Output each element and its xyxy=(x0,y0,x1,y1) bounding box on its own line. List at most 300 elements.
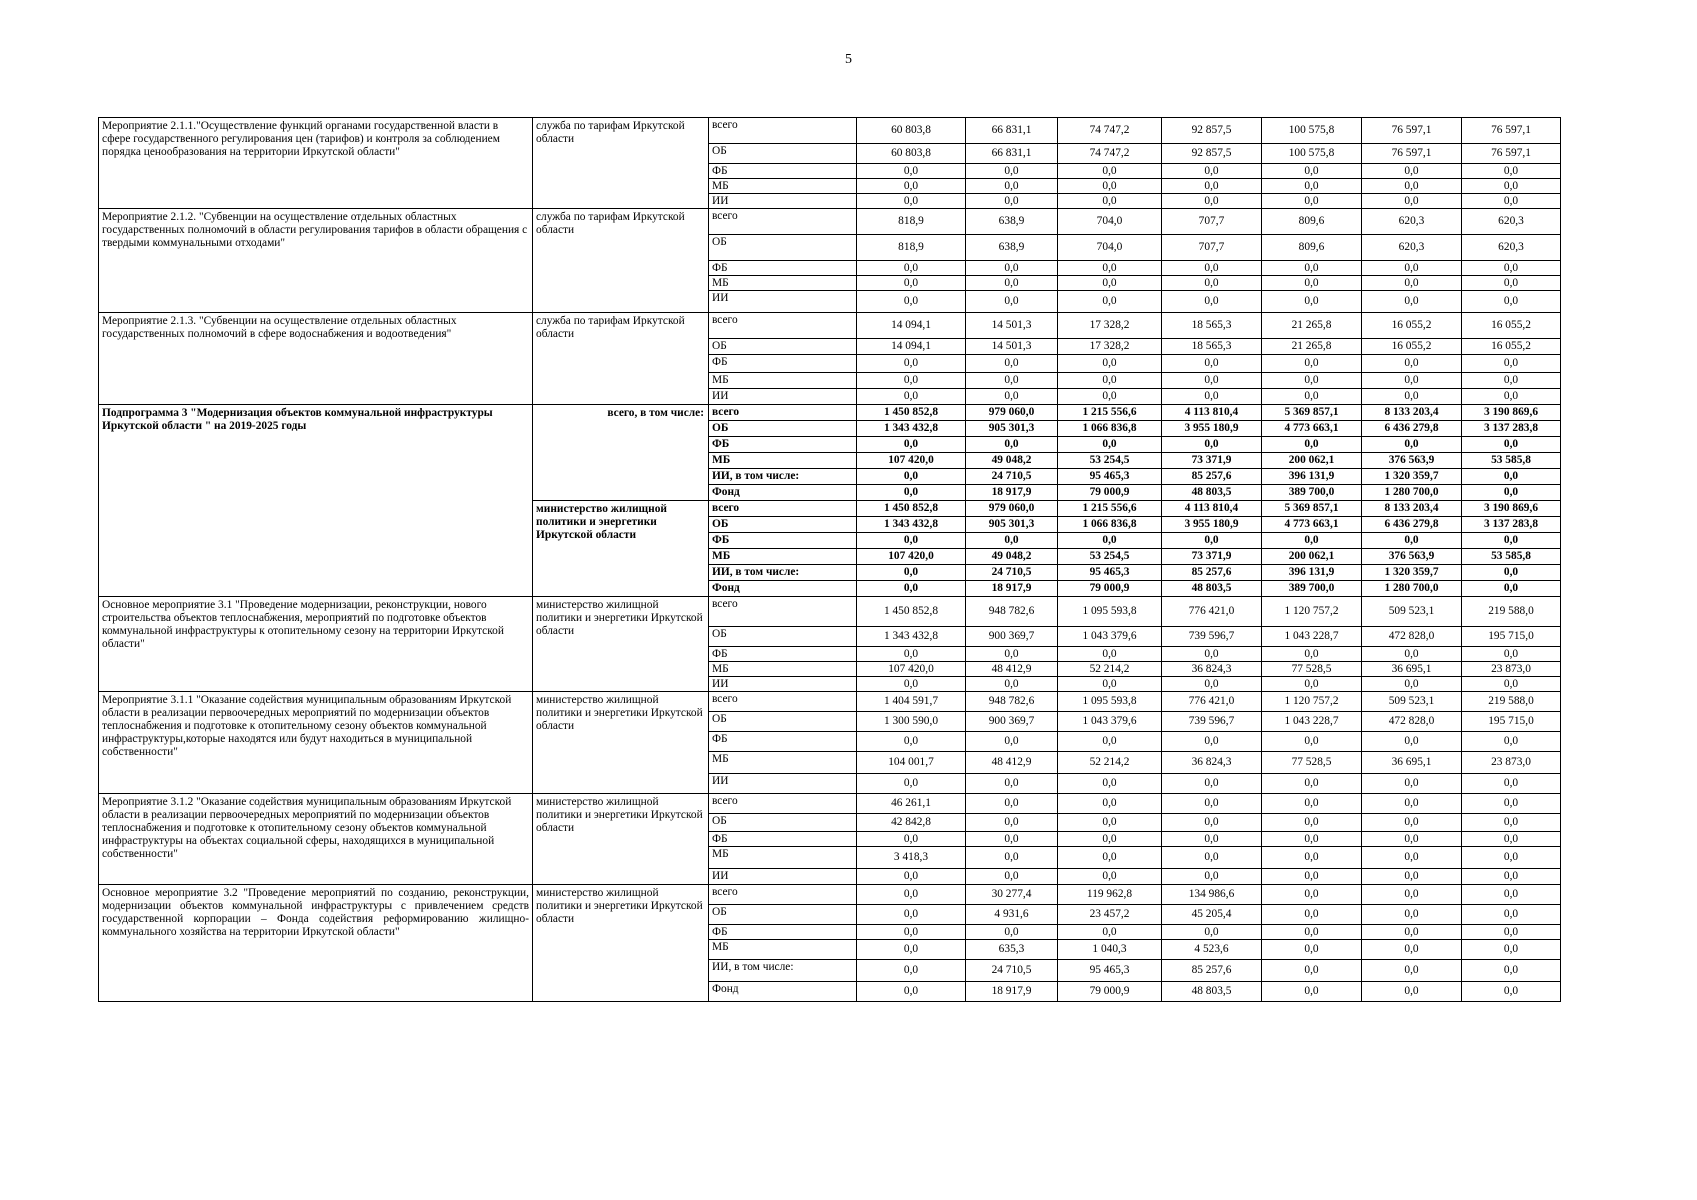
amount-cell: 76 597,1 xyxy=(1462,118,1561,144)
funding-source: ОБ xyxy=(709,144,857,164)
amount-cell: 0,0 xyxy=(857,905,966,925)
table-row xyxy=(99,692,1561,712)
amount-cell: 396 131,9 xyxy=(1262,565,1362,581)
amount-cell: 0,0 xyxy=(1162,814,1262,832)
amount-cell: 0,0 xyxy=(966,276,1058,291)
amount-cell: 1 320 359,7 xyxy=(1362,565,1462,581)
amount-cell: 818,9 xyxy=(857,235,966,261)
amount-cell: 0,0 xyxy=(1262,355,1362,373)
amount-cell: 0,0 xyxy=(1462,291,1561,313)
amount-cell: 0,0 xyxy=(966,774,1058,794)
funding-source: всего xyxy=(709,597,857,627)
amount-cell: 0,0 xyxy=(1262,164,1362,179)
amount-cell: 53 585,8 xyxy=(1462,453,1561,469)
amount-cell: 0,0 xyxy=(966,814,1058,832)
amount-cell: 23 873,0 xyxy=(1462,662,1561,677)
amount-cell: 509 523,1 xyxy=(1362,597,1462,627)
amount-cell: 620,3 xyxy=(1462,209,1561,235)
amount-cell: 0,0 xyxy=(1162,179,1262,194)
amount-cell: 389 700,0 xyxy=(1262,581,1362,597)
amount-cell: 0,0 xyxy=(1362,179,1462,194)
amount-cell: 0,0 xyxy=(1162,677,1262,692)
executor-cell: министерство жилищной политики и энергетики Иркутской области xyxy=(533,692,709,794)
amount-cell: 0,0 xyxy=(1262,647,1362,662)
table-row xyxy=(99,209,1561,235)
amount-cell: 0,0 xyxy=(1362,261,1462,276)
amount-cell: 0,0 xyxy=(857,194,966,209)
amount-cell: 0,0 xyxy=(1262,437,1362,453)
amount-cell: 0,0 xyxy=(1362,373,1462,389)
measure-description: Основное мероприятие 3.1 "Проведение модернизации, реконструкции, нового строительства объектов теплоснабжения, мероприятий по подготовке объектов коммунальной инфраструктуры к отопительному сезону на территории Иркутской области" xyxy=(99,597,533,692)
amount-cell: 77 528,5 xyxy=(1262,752,1362,774)
amount-cell: 0,0 xyxy=(1462,389,1561,405)
amount-cell: 21 265,8 xyxy=(1262,339,1362,355)
funding-source: ФБ xyxy=(709,925,857,940)
amount-cell: 36 824,3 xyxy=(1162,752,1262,774)
amount-cell: 0,0 xyxy=(966,533,1058,549)
amount-cell: 0,0 xyxy=(1262,960,1362,982)
amount-cell: 79 000,9 xyxy=(1058,485,1162,501)
funding-source: МБ xyxy=(709,752,857,774)
amount-cell: 0,0 xyxy=(966,677,1058,692)
amount-cell: 0,0 xyxy=(1362,847,1462,869)
amount-cell: 4 113 810,4 xyxy=(1162,501,1262,517)
amount-cell: 948 782,6 xyxy=(966,692,1058,712)
executor-cell: служба по тарифам Иркутской области xyxy=(533,118,709,209)
amount-cell: 809,6 xyxy=(1262,209,1362,235)
amount-cell: 0,0 xyxy=(1162,194,1262,209)
amount-cell: 0,0 xyxy=(1462,905,1561,925)
amount-cell: 0,0 xyxy=(857,940,966,960)
funding-source: ИИ xyxy=(709,869,857,885)
amount-cell: 0,0 xyxy=(857,581,966,597)
amount-cell: 0,0 xyxy=(857,925,966,940)
amount-cell: 45 205,4 xyxy=(1162,905,1262,925)
amount-cell: 0,0 xyxy=(966,164,1058,179)
amount-cell: 52 214,2 xyxy=(1058,662,1162,677)
amount-cell: 1 043 379,6 xyxy=(1058,627,1162,647)
table-row xyxy=(99,118,1561,144)
amount-cell: 14 501,3 xyxy=(966,313,1058,339)
amount-cell: 6 436 279,8 xyxy=(1362,517,1462,533)
amount-cell: 905 301,3 xyxy=(966,517,1058,533)
amount-cell: 0,0 xyxy=(1462,164,1561,179)
amount-cell: 21 265,8 xyxy=(1262,313,1362,339)
funding-source: МБ xyxy=(709,940,857,960)
amount-cell: 23 873,0 xyxy=(1462,752,1561,774)
amount-cell: 1 450 852,8 xyxy=(857,501,966,517)
amount-cell: 0,0 xyxy=(1462,794,1561,814)
funding-source: всего xyxy=(709,405,857,421)
amount-cell: 74 747,2 xyxy=(1058,118,1162,144)
funding-source: ИИ xyxy=(709,677,857,692)
amount-cell: 1 215 556,6 xyxy=(1058,501,1162,517)
amount-cell: 0,0 xyxy=(966,194,1058,209)
funding-source: ОБ xyxy=(709,814,857,832)
amount-cell: 0,0 xyxy=(857,437,966,453)
amount-cell: 0,0 xyxy=(1058,389,1162,405)
amount-cell: 0,0 xyxy=(1058,774,1162,794)
amount-cell: 60 803,8 xyxy=(857,144,966,164)
amount-cell: 0,0 xyxy=(1462,469,1561,485)
amount-cell: 0,0 xyxy=(857,389,966,405)
amount-cell: 0,0 xyxy=(966,794,1058,814)
amount-cell: 0,0 xyxy=(1262,774,1362,794)
amount-cell: 0,0 xyxy=(1162,164,1262,179)
amount-cell: 0,0 xyxy=(1262,847,1362,869)
amount-cell: 0,0 xyxy=(1362,437,1462,453)
funding-source: ФБ xyxy=(709,355,857,373)
amount-cell: 3 190 869,6 xyxy=(1462,405,1561,421)
amount-cell: 0,0 xyxy=(1162,832,1262,847)
amount-cell: 472 828,0 xyxy=(1362,712,1462,732)
amount-cell: 0,0 xyxy=(1462,373,1561,389)
amount-cell: 0,0 xyxy=(1262,794,1362,814)
measure-description: Мероприятие 3.1.2 "Оказание содействия муниципальным образованиям Иркутской области в реализации первоочередных мероприятий по модернизации объектов теплоснабжения и подготовке к отопительному сезону объектов коммунальной инфраструктуры на объектах социальной сферы, находящихся в муниципальной собственности" xyxy=(99,794,533,885)
funding-source: МБ xyxy=(709,662,857,677)
amount-cell: 0,0 xyxy=(1362,960,1462,982)
funding-source: ФБ xyxy=(709,732,857,752)
amount-cell: 18 917,9 xyxy=(966,485,1058,501)
amount-cell: 0,0 xyxy=(1462,677,1561,692)
amount-cell: 18 565,3 xyxy=(1162,313,1262,339)
amount-cell: 0,0 xyxy=(1462,485,1561,501)
funding-source: ИИ, в том числе: xyxy=(709,469,857,485)
amount-cell: 1 120 757,2 xyxy=(1262,597,1362,627)
executor-cell: министерство жилищной политики и энергетики Иркутской области xyxy=(533,794,709,885)
amount-cell: 0,0 xyxy=(1362,355,1462,373)
amount-cell: 809,6 xyxy=(1262,235,1362,261)
amount-cell: 0,0 xyxy=(1362,982,1462,1002)
amount-cell: 0,0 xyxy=(857,261,966,276)
funding-source: МБ xyxy=(709,847,857,869)
amount-cell: 0,0 xyxy=(1462,774,1561,794)
amount-cell: 3 190 869,6 xyxy=(1462,501,1561,517)
amount-cell: 74 747,2 xyxy=(1058,144,1162,164)
amount-cell: 0,0 xyxy=(857,469,966,485)
amount-cell: 0,0 xyxy=(1462,832,1561,847)
funding-source: всего xyxy=(709,885,857,905)
amount-cell: 0,0 xyxy=(1058,647,1162,662)
amount-cell: 0,0 xyxy=(1462,276,1561,291)
amount-cell: 0,0 xyxy=(1058,276,1162,291)
amount-cell: 1 043 379,6 xyxy=(1058,712,1162,732)
amount-cell: 0,0 xyxy=(1262,885,1362,905)
funding-source: ОБ xyxy=(709,421,857,437)
amount-cell: 0,0 xyxy=(857,276,966,291)
amount-cell: 49 048,2 xyxy=(966,549,1058,565)
amount-cell: 776 421,0 xyxy=(1162,692,1262,712)
funding-source: всего xyxy=(709,118,857,144)
amount-cell: 0,0 xyxy=(1362,389,1462,405)
amount-cell: 0,0 xyxy=(1462,925,1561,940)
amount-cell: 0,0 xyxy=(857,774,966,794)
amount-cell: 0,0 xyxy=(1262,982,1362,1002)
amount-cell: 53 254,5 xyxy=(1058,453,1162,469)
funding-source: ФБ xyxy=(709,533,857,549)
amount-cell: 0,0 xyxy=(1162,847,1262,869)
amount-cell: 0,0 xyxy=(966,869,1058,885)
amount-cell: 0,0 xyxy=(1462,581,1561,597)
amount-cell: 3 137 283,8 xyxy=(1462,517,1561,533)
amount-cell: 0,0 xyxy=(1162,925,1262,940)
amount-cell: 0,0 xyxy=(857,533,966,549)
amount-cell: 1 280 700,0 xyxy=(1362,485,1462,501)
amount-cell: 0,0 xyxy=(1462,814,1561,832)
amount-cell: 0,0 xyxy=(1362,869,1462,885)
amount-cell: 979 060,0 xyxy=(966,501,1058,517)
amount-cell: 0,0 xyxy=(857,732,966,752)
amount-cell: 48 803,5 xyxy=(1162,982,1262,1002)
amount-cell: 0,0 xyxy=(1262,940,1362,960)
funding-source: МБ xyxy=(709,276,857,291)
amount-cell: 16 055,2 xyxy=(1362,313,1462,339)
funding-source: ИИ xyxy=(709,291,857,313)
amount-cell: 376 563,9 xyxy=(1362,453,1462,469)
amount-cell: 195 715,0 xyxy=(1462,712,1561,732)
amount-cell: 4 931,6 xyxy=(966,905,1058,925)
funding-source: МБ xyxy=(709,549,857,565)
funding-source: ОБ xyxy=(709,905,857,925)
funding-source: ОБ xyxy=(709,339,857,355)
amount-cell: 0,0 xyxy=(1362,194,1462,209)
amount-cell: 0,0 xyxy=(1162,276,1262,291)
amount-cell: 0,0 xyxy=(1462,847,1561,869)
amount-cell: 0,0 xyxy=(1058,179,1162,194)
amount-cell: 18 917,9 xyxy=(966,581,1058,597)
amount-cell: 0,0 xyxy=(857,291,966,313)
funding-source: всего xyxy=(709,313,857,339)
amount-cell: 1 095 593,8 xyxy=(1058,692,1162,712)
amount-cell: 104 001,7 xyxy=(857,752,966,774)
funding-source: ОБ xyxy=(709,235,857,261)
measure-description: Основное мероприятие 3.2 "Проведение мероприятий по созданию, реконструкции, модернизации объектов коммунальной инфраструктуры с привлечением средств государственной корпорации – Фонда содействия реформированию жилищно-коммунального хозяйства на территории Иркутской области" xyxy=(99,885,533,1002)
funding-source: МБ xyxy=(709,453,857,469)
measure-description: Подпрограмма 3 "Модернизация объектов коммунальной инфраструктуры Иркутской области " на 2019-2025 годы xyxy=(99,405,533,597)
amount-cell: 0,0 xyxy=(1262,276,1362,291)
amount-cell: 0,0 xyxy=(1162,647,1262,662)
amount-cell: 95 465,3 xyxy=(1058,469,1162,485)
amount-cell: 0,0 xyxy=(1058,847,1162,869)
amount-cell: 0,0 xyxy=(857,565,966,581)
measure-description: Мероприятие 2.1.1."Осуществление функций органами государственной власти в сфере государственного регулирования цен (тарифов) и контроля за соблюдением порядка ценообразования на территории Иркутской области" xyxy=(99,118,533,209)
amount-cell: 36 824,3 xyxy=(1162,662,1262,677)
amount-cell: 23 457,2 xyxy=(1058,905,1162,925)
amount-cell: 818,9 xyxy=(857,209,966,235)
amount-cell: 0,0 xyxy=(1162,389,1262,405)
amount-cell: 8 133 203,4 xyxy=(1362,501,1462,517)
amount-cell: 5 369 857,1 xyxy=(1262,405,1362,421)
amount-cell: 24 710,5 xyxy=(966,960,1058,982)
amount-cell: 620,3 xyxy=(1362,235,1462,261)
amount-cell: 4 773 663,1 xyxy=(1262,421,1362,437)
amount-cell: 0,0 xyxy=(1162,732,1262,752)
amount-cell: 100 575,8 xyxy=(1262,144,1362,164)
amount-cell: 1 280 700,0 xyxy=(1362,581,1462,597)
amount-cell: 509 523,1 xyxy=(1362,692,1462,712)
amount-cell: 3 137 283,8 xyxy=(1462,421,1561,437)
amount-cell: 0,0 xyxy=(966,437,1058,453)
amount-cell: 0,0 xyxy=(1362,794,1462,814)
amount-cell: 49 048,2 xyxy=(966,453,1058,469)
funding-source: МБ xyxy=(709,179,857,194)
funding-source: ОБ xyxy=(709,517,857,533)
amount-cell: 219 588,0 xyxy=(1462,692,1561,712)
amount-cell: 0,0 xyxy=(1462,885,1561,905)
amount-cell: 0,0 xyxy=(1362,885,1462,905)
amount-cell: 638,9 xyxy=(966,235,1058,261)
amount-cell: 0,0 xyxy=(1058,814,1162,832)
funding-source: ФБ xyxy=(709,164,857,179)
amount-cell: 14 094,1 xyxy=(857,313,966,339)
amount-cell: 1 066 836,8 xyxy=(1058,421,1162,437)
amount-cell: 0,0 xyxy=(1162,355,1262,373)
amount-cell: 134 986,6 xyxy=(1162,885,1262,905)
amount-cell: 16 055,2 xyxy=(1362,339,1462,355)
amount-cell: 0,0 xyxy=(1462,940,1561,960)
amount-cell: 620,3 xyxy=(1362,209,1462,235)
amount-cell: 0,0 xyxy=(1462,869,1561,885)
table-row xyxy=(99,313,1561,339)
amount-cell: 0,0 xyxy=(1162,373,1262,389)
amount-cell: 0,0 xyxy=(1262,389,1362,405)
funding-source: всего xyxy=(709,209,857,235)
amount-cell: 0,0 xyxy=(1462,261,1561,276)
amount-cell: 0,0 xyxy=(966,291,1058,313)
amount-cell: 0,0 xyxy=(1462,194,1561,209)
amount-cell: 620,3 xyxy=(1462,235,1561,261)
amount-cell: 0,0 xyxy=(1462,179,1561,194)
amount-cell: 0,0 xyxy=(1058,291,1162,313)
amount-cell: 0,0 xyxy=(1462,647,1561,662)
amount-cell: 73 371,9 xyxy=(1162,453,1262,469)
amount-cell: 0,0 xyxy=(1058,533,1162,549)
funding-source: Фонд xyxy=(709,581,857,597)
amount-cell: 0,0 xyxy=(857,647,966,662)
amount-cell: 85 257,6 xyxy=(1162,565,1262,581)
amount-cell: 707,7 xyxy=(1162,235,1262,261)
amount-cell: 0,0 xyxy=(1262,732,1362,752)
amount-cell: 95 465,3 xyxy=(1058,565,1162,581)
funding-source: всего xyxy=(709,501,857,517)
amount-cell: 0,0 xyxy=(1362,647,1462,662)
amount-cell: 0,0 xyxy=(1058,677,1162,692)
amount-cell: 0,0 xyxy=(1162,533,1262,549)
amount-cell: 635,3 xyxy=(966,940,1058,960)
amount-cell: 0,0 xyxy=(1162,794,1262,814)
amount-cell: 0,0 xyxy=(1058,164,1162,179)
amount-cell: 100 575,8 xyxy=(1262,118,1362,144)
measure-description: Мероприятие 2.1.2. "Субвенции на осуществление отдельных областных государственных полномочий в области регулирования тарифов в области обращения с твердыми коммунальными отходами" xyxy=(99,209,533,313)
amount-cell: 0,0 xyxy=(1262,373,1362,389)
amount-cell: 85 257,6 xyxy=(1162,960,1262,982)
amount-cell: 0,0 xyxy=(966,925,1058,940)
funding-source: Фонд xyxy=(709,982,857,1002)
amount-cell: 30 277,4 xyxy=(966,885,1058,905)
executor-cell: служба по тарифам Иркутской области xyxy=(533,313,709,405)
amount-cell: 53 254,5 xyxy=(1058,549,1162,565)
amount-cell: 0,0 xyxy=(857,179,966,194)
amount-cell: 0,0 xyxy=(1262,814,1362,832)
amount-cell: 60 803,8 xyxy=(857,118,966,144)
table-row xyxy=(99,794,1561,814)
table-row xyxy=(99,405,1561,421)
amount-cell: 472 828,0 xyxy=(1362,627,1462,647)
amount-cell: 17 328,2 xyxy=(1058,339,1162,355)
amount-cell: 0,0 xyxy=(1462,355,1561,373)
amount-cell: 24 710,5 xyxy=(966,469,1058,485)
amount-cell: 77 528,5 xyxy=(1262,662,1362,677)
amount-cell: 6 436 279,8 xyxy=(1362,421,1462,437)
amount-cell: 0,0 xyxy=(1058,794,1162,814)
amount-cell: 389 700,0 xyxy=(1262,485,1362,501)
funding-source: ИИ xyxy=(709,774,857,794)
amount-cell: 107 420,0 xyxy=(857,549,966,565)
amount-cell: 0,0 xyxy=(857,885,966,905)
funding-source: ФБ xyxy=(709,647,857,662)
budget-table xyxy=(98,117,1561,1002)
amount-cell: 0,0 xyxy=(1262,869,1362,885)
amount-cell: 14 501,3 xyxy=(966,339,1058,355)
amount-cell: 0,0 xyxy=(1462,437,1561,453)
table-row xyxy=(99,885,1561,905)
amount-cell: 1 215 556,6 xyxy=(1058,405,1162,421)
amount-cell: 16 055,2 xyxy=(1462,339,1561,355)
amount-cell: 14 094,1 xyxy=(857,339,966,355)
amount-cell: 1 320 359,7 xyxy=(1362,469,1462,485)
amount-cell: 776 421,0 xyxy=(1162,597,1262,627)
funding-source: ОБ xyxy=(709,627,857,647)
amount-cell: 52 214,2 xyxy=(1058,752,1162,774)
amount-cell: 0,0 xyxy=(1058,869,1162,885)
amount-cell: 0,0 xyxy=(1362,291,1462,313)
amount-cell: 0,0 xyxy=(1262,261,1362,276)
amount-cell: 0,0 xyxy=(1162,774,1262,794)
amount-cell: 0,0 xyxy=(1262,925,1362,940)
amount-cell: 85 257,6 xyxy=(1162,469,1262,485)
amount-cell: 0,0 xyxy=(857,677,966,692)
measure-description: Мероприятие 2.1.3. "Субвенции на осуществление отдельных областных государственных полномочий в сфере водоснабжения и водоотведения" xyxy=(99,313,533,405)
amount-cell: 905 301,3 xyxy=(966,421,1058,437)
amount-cell: 0,0 xyxy=(1362,677,1462,692)
amount-cell: 24 710,5 xyxy=(966,565,1058,581)
amount-cell: 0,0 xyxy=(1362,164,1462,179)
amount-cell: 0,0 xyxy=(1462,565,1561,581)
amount-cell: 0,0 xyxy=(966,847,1058,869)
amount-cell: 76 597,1 xyxy=(1462,144,1561,164)
amount-cell: 0,0 xyxy=(1362,774,1462,794)
amount-cell: 8 133 203,4 xyxy=(1362,405,1462,421)
amount-cell: 92 857,5 xyxy=(1162,118,1262,144)
amount-cell: 0,0 xyxy=(1058,373,1162,389)
amount-cell: 0,0 xyxy=(1462,960,1561,982)
amount-cell: 0,0 xyxy=(1262,677,1362,692)
amount-cell: 3 418,3 xyxy=(857,847,966,869)
amount-cell: 66 831,1 xyxy=(966,118,1058,144)
amount-cell: 0,0 xyxy=(1162,869,1262,885)
amount-cell: 0,0 xyxy=(966,261,1058,276)
executor-cell: министерство жилищной политики и энергетики Иркутской области xyxy=(533,597,709,692)
amount-cell: 0,0 xyxy=(1362,940,1462,960)
amount-cell: 0,0 xyxy=(966,355,1058,373)
funding-source: ОБ xyxy=(709,712,857,732)
amount-cell: 0,0 xyxy=(1058,832,1162,847)
funding-source: ИИ, в том числе: xyxy=(709,960,857,982)
executor-cell: министерство жилищной политики и энергетики Иркутской области xyxy=(533,501,709,597)
amount-cell: 0,0 xyxy=(1058,355,1162,373)
amount-cell: 1 343 432,8 xyxy=(857,517,966,533)
amount-cell: 0,0 xyxy=(1162,261,1262,276)
